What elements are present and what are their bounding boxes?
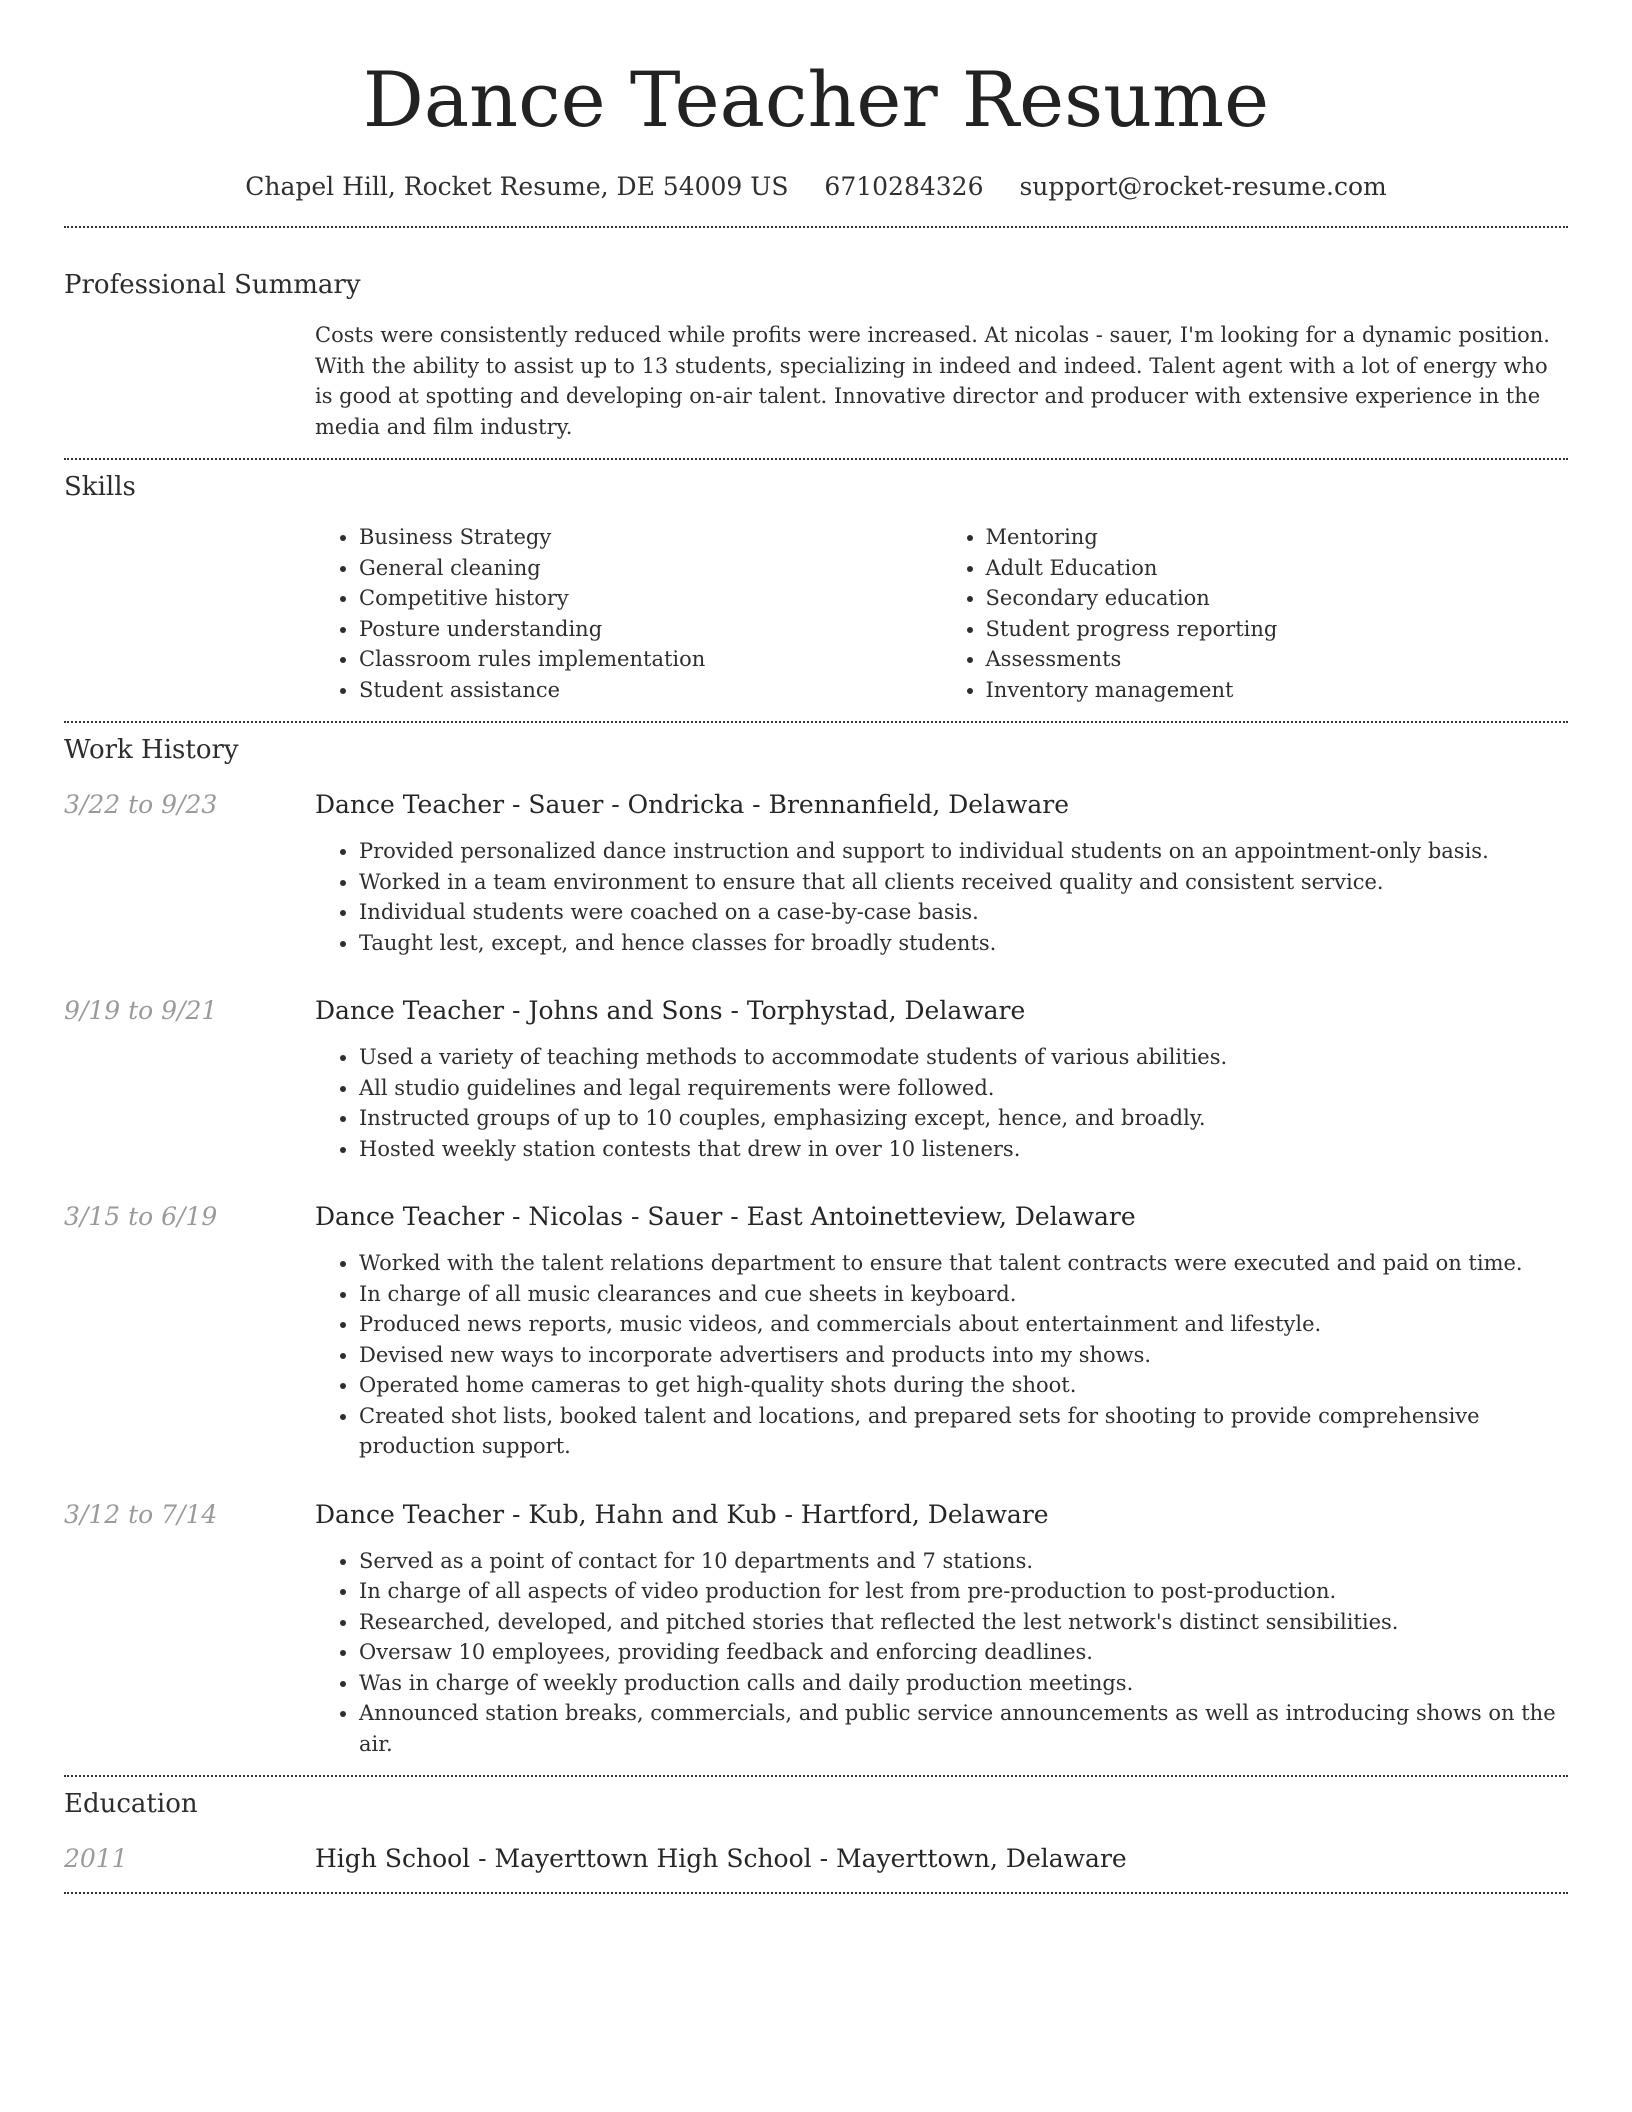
job-bullet: • In charge of all music clearances and cue sheets in keyboard.: [359, 1279, 1568, 1310]
job-bullet: • Taught lest, except, and hence classes for broadly students.: [359, 928, 1568, 959]
job-bullet: • All studio guidelines and legal requirements were followed.: [359, 1073, 1568, 1104]
summary-section: [315, 320, 1568, 442]
job-bullet: • Operated home cameras to get high-quality shots during the shoot.: [359, 1370, 1568, 1401]
job-entry: [64, 1498, 1568, 1532]
contact-address: Chapel Hill, Rocket Resume, DE 54009 US: [245, 172, 789, 201]
summary-heading: Professional Summary: [64, 270, 361, 300]
contact-info: [64, 170, 1568, 204]
skill-item: • Posture understanding: [359, 614, 942, 645]
job-dates: 3/12 to 7/14: [64, 1499, 218, 1529]
skills-heading: Skills: [64, 472, 136, 502]
job-dates: 3/15 to 6/19: [64, 1202, 218, 1231]
skill-item: • General cleaning: [359, 553, 942, 584]
section-divider: [64, 226, 1568, 228]
job-dates: 3/22 to 9/23: [64, 790, 218, 819]
skills-section: [315, 522, 1568, 705]
work-history-heading: Work History: [64, 735, 239, 765]
skill-item: • Business Strategy: [359, 522, 942, 553]
job-bullet: • Was in charge of weekly production calls and daily production meetings.: [359, 1668, 1568, 1699]
education-dates: 2011: [64, 1844, 128, 1873]
job-bullet-list: [315, 1546, 1568, 1760]
job-bullet: • Used a variety of teaching methods to accommodate students of various abilities.: [359, 1042, 1568, 1073]
job-bullet: • Created shot lists, booked talent and locations, and prepared sets for shooting to provide comprehensive production support.: [359, 1401, 1568, 1462]
skill-item: • Student assistance: [359, 675, 942, 706]
job-bullet-list: [315, 1248, 1568, 1462]
summary-text: Costs were consistently reduced while profits were increased. At nicolas - sauer, I'm looking for a dynamic position. With the ability to assist up to 13 students, specializing in indeed and indeed. Talent agent with a lot of energy who is good at spotting and developing on-air talent. Innovative director and producer with extensive experience in the media and film industry.: [315, 323, 1550, 439]
job-dates: 9/19 to 9/21: [64, 996, 218, 1025]
job-title: Dance Teacher - Kub, Hahn and Kub - Hartford, Delaware: [315, 1499, 1049, 1529]
skill-item: • Mentoring: [986, 522, 1569, 553]
job-entry: [64, 994, 1568, 1028]
job-entry: [64, 1200, 1568, 1234]
job-bullet-list: [315, 836, 1568, 958]
job-bullet: • Hosted weekly station contests that drew in over 10 listeners.: [359, 1134, 1568, 1165]
section-divider: [64, 1892, 1568, 1894]
skill-item: • Secondary education: [986, 583, 1569, 614]
section-divider: [64, 458, 1568, 460]
skill-item: • Adult Education: [986, 553, 1569, 584]
job-bullet: • Worked in a team environment to ensure that all clients received quality and consistent service.: [359, 867, 1568, 898]
job-bullet: • Individual students were coached on a case-by-case basis.: [359, 897, 1568, 928]
contact-email: support@rocket-resume.com: [1019, 172, 1387, 201]
job-bullet: • Researched, developed, and pitched stories that reflected the lest network's distinct sensibilities.: [359, 1607, 1568, 1638]
education-heading: Education: [64, 1789, 198, 1819]
skill-item: • Competitive history: [359, 583, 942, 614]
section-divider: [64, 721, 1568, 723]
skill-item: • Inventory management: [986, 675, 1569, 706]
education-entry: [64, 1842, 1568, 1876]
skills-list-left: [315, 522, 942, 705]
job-bullet: • Worked with the talent relations department to ensure that talent contracts were executed and paid on time.: [359, 1248, 1568, 1279]
contact-phone: 6710284326: [824, 172, 984, 201]
job-title: Dance Teacher - Nicolas - Sauer - East Antoinetteview, Delaware: [315, 1202, 1136, 1231]
job-bullet: • Provided personalized dance instruction and support to individual students on an appointment-only basis.: [359, 836, 1568, 867]
section-divider: [64, 1775, 1568, 1777]
job-bullet: • Announced station breaks, commercials, and public service announcements as well as introducing shows on the air.: [359, 1698, 1568, 1759]
skills-list-right: [942, 522, 1569, 705]
job-bullet: • Produced news reports, music videos, and commercials about entertainment and lifestyle.: [359, 1309, 1568, 1340]
job-bullet: • Oversaw 10 employees, providing feedback and enforcing deadlines.: [359, 1637, 1568, 1668]
skill-item: • Assessments: [986, 644, 1569, 675]
skill-item: • Student progress reporting: [986, 614, 1569, 645]
job-bullet: • Served as a point of contact for 10 departments and 7 stations.: [359, 1546, 1568, 1577]
job-bullet-list: [315, 1042, 1568, 1164]
education-title: High School - Mayerttown High School - Mayerttown, Delaware: [315, 1844, 1127, 1873]
job-bullet: • In charge of all aspects of video production for lest from pre-production to post-production.: [359, 1576, 1568, 1607]
job-bullet: • Instructed groups of up to 10 couples, emphasizing except, hence, and broadly.: [359, 1103, 1568, 1134]
skill-item: • Classroom rules implementation: [359, 644, 942, 675]
job-title: Dance Teacher - Sauer - Ondricka - Brennanfield, Delaware: [315, 790, 1070, 819]
job-entry: [64, 788, 1568, 822]
job-title: Dance Teacher - Johns and Sons - Torphystad, Delaware: [315, 996, 1026, 1025]
resume-title: Dance Teacher Resume: [362, 55, 1270, 144]
job-bullet: • Devised new ways to incorporate advertisers and products into my shows.: [359, 1340, 1568, 1371]
